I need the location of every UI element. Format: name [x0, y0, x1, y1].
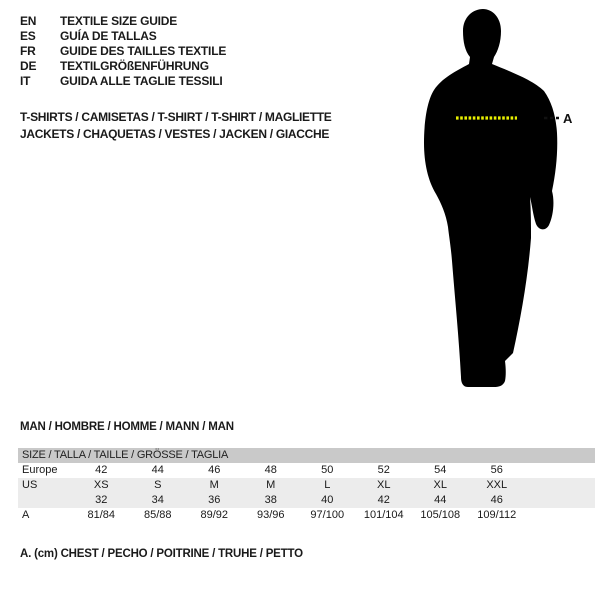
language-code: DE: [20, 59, 37, 73]
size-cell: 34: [151, 494, 164, 506]
language-row-fr: [20, 44, 226, 59]
size-table: [18, 448, 595, 523]
size-cell: 48: [264, 464, 277, 476]
measure-label-a: A: [563, 111, 573, 126]
language-row-de: [20, 59, 226, 74]
row-label: Europe: [22, 464, 58, 476]
size-cell: 97/100: [310, 509, 345, 521]
table-row-numeric: [18, 493, 595, 508]
man-figure: [400, 0, 600, 400]
row-label: US: [22, 479, 38, 491]
size-cell: L: [324, 479, 331, 491]
footnote-chest: A. (cm) CHEST / PECHO / POITRINE / TRUHE / PETTO: [20, 548, 303, 560]
size-cell: 32: [95, 494, 108, 506]
size-cell: XS: [93, 479, 109, 491]
size-cell: 105/108: [420, 509, 461, 521]
man-silhouette: [424, 9, 557, 387]
row-label: [18, 493, 73, 508]
size-cell: 46: [490, 494, 503, 506]
size-cell: XL: [377, 479, 391, 491]
size-cell: 46: [208, 464, 221, 476]
size-cell: M: [266, 479, 276, 491]
size-cell: 85/88: [143, 509, 172, 521]
section-title-man: MAN / HOMBRE / HOMME / MANN / MAN: [20, 421, 234, 433]
size-table-header: SIZE / TALLA / TAILLE / GRÖSSE / TAGLIA: [18, 448, 595, 463]
size-cell: 109/112: [477, 509, 517, 521]
language-list: [20, 14, 226, 89]
size-cell: 44: [151, 464, 164, 476]
size-cell: 93/96: [256, 509, 285, 521]
row-label: A: [22, 509, 30, 521]
size-cell: 38: [264, 494, 277, 506]
category-list: [20, 109, 332, 143]
language-code: EN: [20, 14, 37, 28]
size-cell: 54: [434, 464, 447, 476]
size-cell: 36: [208, 494, 221, 506]
size-cell: 42: [95, 464, 108, 476]
size-cell: M: [209, 479, 219, 491]
table-row-a-chest: [18, 508, 595, 523]
size-cell: 50: [321, 464, 334, 476]
size-cell: XL: [433, 479, 447, 491]
language-code: ES: [20, 29, 36, 43]
size-cell: 44: [434, 494, 447, 506]
language-label: TEXTILGRÖßENFÜHRUNG: [60, 59, 209, 73]
size-cell: 42: [377, 494, 390, 506]
size-cell: 89/92: [200, 509, 229, 521]
category-jackets: JACKETS / CHAQUETAS / VESTES / JACKEN / GIACCHE: [20, 127, 330, 141]
size-cell: 81/84: [87, 509, 116, 521]
language-label: TEXTILE SIZE GUIDE: [60, 14, 178, 28]
language-row-en: [20, 14, 226, 29]
language-label: GUIDE DES TAILLES TEXTILE: [60, 44, 227, 58]
language-row-es: [20, 29, 226, 44]
language-label: GUÍA DE TALLAS: [60, 29, 157, 43]
table-row-us: [18, 478, 595, 493]
size-cell: 101/104: [363, 509, 404, 521]
language-code: FR: [20, 44, 36, 58]
size-cell: 52: [377, 464, 390, 476]
language-code: IT: [20, 74, 31, 88]
size-cell: 40: [321, 494, 334, 506]
category-tshirts: T-SHIRTS / CAMISETAS / T-SHIRT / T-SHIRT / MAGLIETTE: [20, 110, 332, 124]
size-cell: 56: [490, 464, 503, 476]
language-row-it: [20, 74, 226, 89]
language-label: GUIDA ALLE TAGLIE TESSILI: [60, 74, 223, 88]
size-cell: XXL: [486, 479, 508, 491]
table-row-europe: [18, 463, 595, 478]
size-cell: S: [154, 479, 162, 491]
